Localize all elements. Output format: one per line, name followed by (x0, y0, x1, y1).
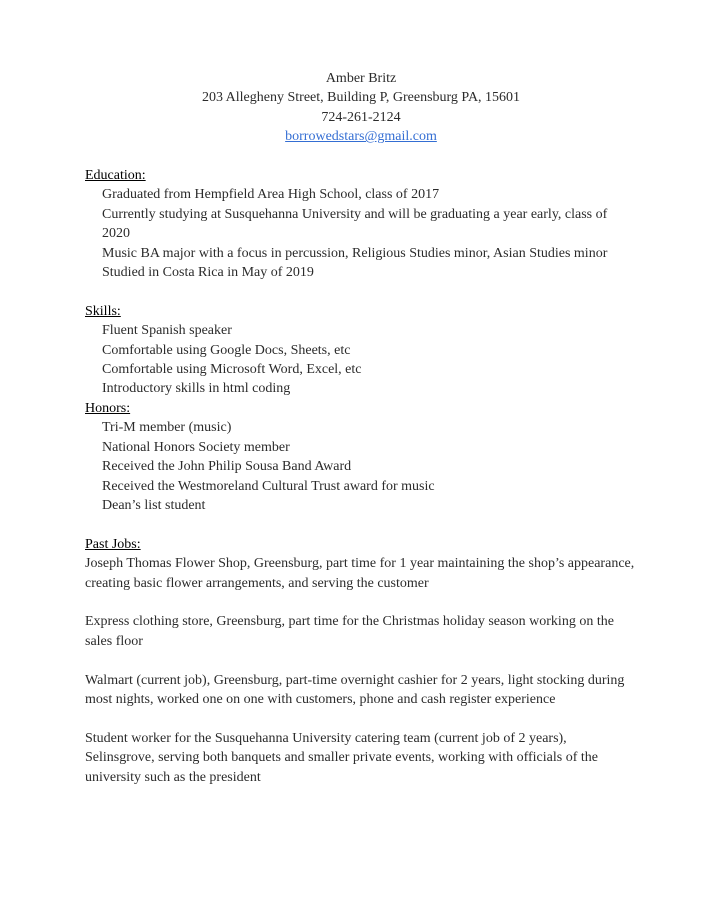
education-item: Studied in Costa Rica in May of 2019 (102, 265, 314, 281)
skill-item: Comfortable using Microsoft Word, Excel, etc (102, 362, 362, 378)
job-entry: Student worker for the Susquehanna University catering team (current job of 2 years), Selinsgrove, serving both banquets and smaller private events, working with officials of the university such as the president (85, 730, 598, 785)
honor-item: Received the Westmoreland Cultural Trust award for music (102, 478, 435, 494)
job-spacer (85, 651, 637, 670)
resume-page (85, 69, 637, 787)
applicant-phone: 724-261-2124 (321, 109, 401, 125)
education-item: Music BA major with a focus in percussion, Religious Studies minor, Asian Studies minor (102, 245, 608, 261)
skills-list (85, 321, 637, 399)
job-entry: Joseph Thomas Flower Shop, Greensburg, part time for 1 year maintaining the shop’s appearance, creating basic flower arrangements, and serving the customer (85, 556, 635, 591)
skills-heading: Skills: (85, 303, 121, 319)
section-spacer (85, 515, 637, 534)
honor-item: Dean’s list student (102, 497, 206, 513)
honors-heading: Honors: (85, 400, 131, 416)
applicant-address: 203 Allegheny Street, Building P, Greensburg PA, 15601 (201, 90, 521, 106)
honor-item: National Honors Society member (102, 439, 290, 455)
skill-item: Fluent Spanish speaker (102, 323, 232, 339)
skill-item: Introductory skills in html coding (102, 381, 291, 397)
applicant-name: Amber Britz (325, 71, 397, 86)
job-entry: Walmart (current job), Greensburg, part-time overnight cashier for 2 years, light stocking during most nights, worked one on one with customers, phone and cash register experience (85, 672, 625, 707)
past-jobs-heading: Past Jobs: (85, 536, 141, 552)
job-spacer (85, 593, 637, 612)
honor-item: Tri-M member (music) (102, 420, 232, 436)
education-section (85, 166, 637, 282)
skills-section (85, 302, 637, 399)
education-list (85, 185, 637, 282)
education-heading: Education: (85, 168, 146, 184)
past-jobs-section (85, 535, 637, 787)
education-item: Currently studying at Susquehanna University and will be graduating a year early, class of 2020 (102, 206, 608, 242)
job-entry: Express clothing store, Greensburg, part time for the Christmas holiday season working on the sales floor (85, 614, 614, 649)
applicant-email-link[interactable]: borrowedstars@gmail.com (285, 129, 437, 145)
honor-item: Received the John Philip Sousa Band Award (102, 459, 352, 475)
job-spacer (85, 709, 637, 728)
honors-list (85, 418, 637, 515)
section-spacer (85, 282, 637, 301)
contact-header (85, 69, 637, 147)
education-item: Graduated from Hempfield Area High School, class of 2017 (102, 187, 440, 203)
honors-section (85, 399, 637, 515)
skill-item: Comfortable using Google Docs, Sheets, etc (102, 342, 351, 358)
